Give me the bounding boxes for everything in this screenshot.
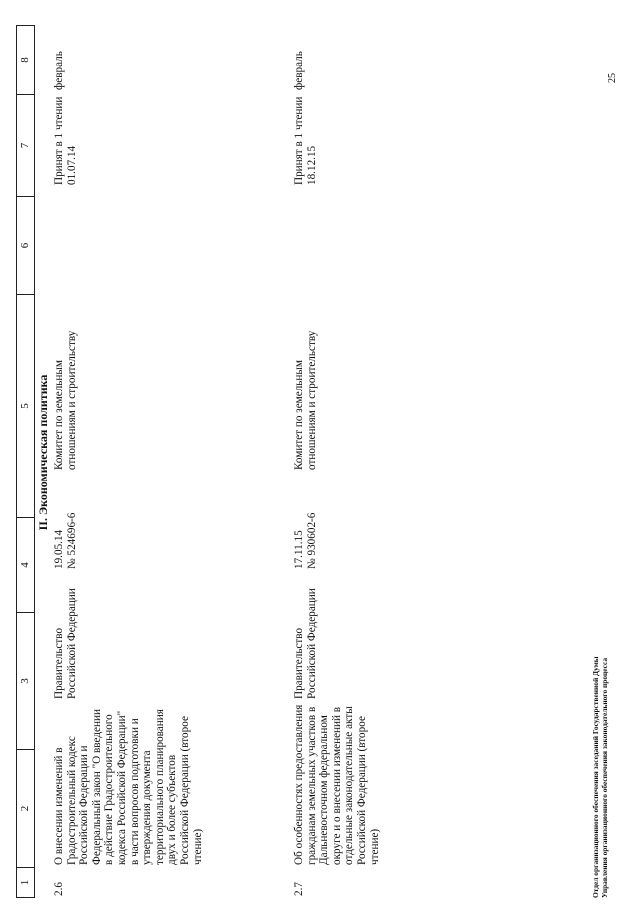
row-number: 2.7 xyxy=(293,882,305,896)
column-number-1: 1 xyxy=(17,867,34,897)
row-reg-number: № 524696-6 xyxy=(66,512,78,569)
row-status-date: 18.12.15 xyxy=(306,145,318,185)
row-committee: Комитет по земельным отношениям и строительству xyxy=(53,330,78,470)
column-number-7: 7 xyxy=(17,94,34,196)
footer-line-1: Отдел организационного обеспечения заседаний Государственной Думы xyxy=(591,656,600,898)
row-number: 2.6 xyxy=(53,882,65,896)
footer-line-2: Управления организационного обеспечения законодательного процесса xyxy=(599,657,609,898)
column-number-5: 5 xyxy=(17,294,34,517)
row-date: 17.11.15 xyxy=(293,530,305,569)
row-status-date: 01.07.14 xyxy=(66,145,78,185)
footer xyxy=(592,378,609,898)
table-header-row xyxy=(16,25,35,898)
row-initiator: Правительство Российской Федерации xyxy=(293,588,318,699)
row-reg-number: № 930602-6 xyxy=(306,512,318,569)
column-number-8: 8 xyxy=(19,57,31,63)
row-title: Об особенностях предоставления гражданам земельных участков в Дальневосточном федеральном округе и о внесении изменений в отдельные законодательные акты Российской Федерации (второе чтение) xyxy=(293,704,381,865)
row-status: Принят в 1 чтении xyxy=(293,96,305,185)
row-title: О внесении изменений в Градостроительный кодекс Российской Федерации и Федеральный закон "О введении в действие Градостроительного кодекса Российской Федерации" в части вопросов подготовки и утверждения документа территориального планирования двух и более субъектов Российской Федерации (второе чтение) xyxy=(53,709,204,865)
page-number: 25 xyxy=(607,73,618,83)
column-number-2: 2 xyxy=(17,749,34,867)
row-month: февраль xyxy=(293,51,305,90)
row-date: 19.05.14 xyxy=(53,529,65,569)
column-number-6: 6 xyxy=(17,196,34,294)
section-title: II. Экономическая политика xyxy=(36,374,50,531)
row-status: Принят в 1 чтении xyxy=(53,96,65,185)
row-month: февраль xyxy=(53,51,65,90)
column-number-4: 4 xyxy=(17,517,34,612)
column-number-3: 3 xyxy=(17,612,34,749)
row-initiator: Правительство Российской Федерации xyxy=(53,588,78,699)
row-committee: Комитет по земельным отношениям и строительству xyxy=(293,330,318,470)
